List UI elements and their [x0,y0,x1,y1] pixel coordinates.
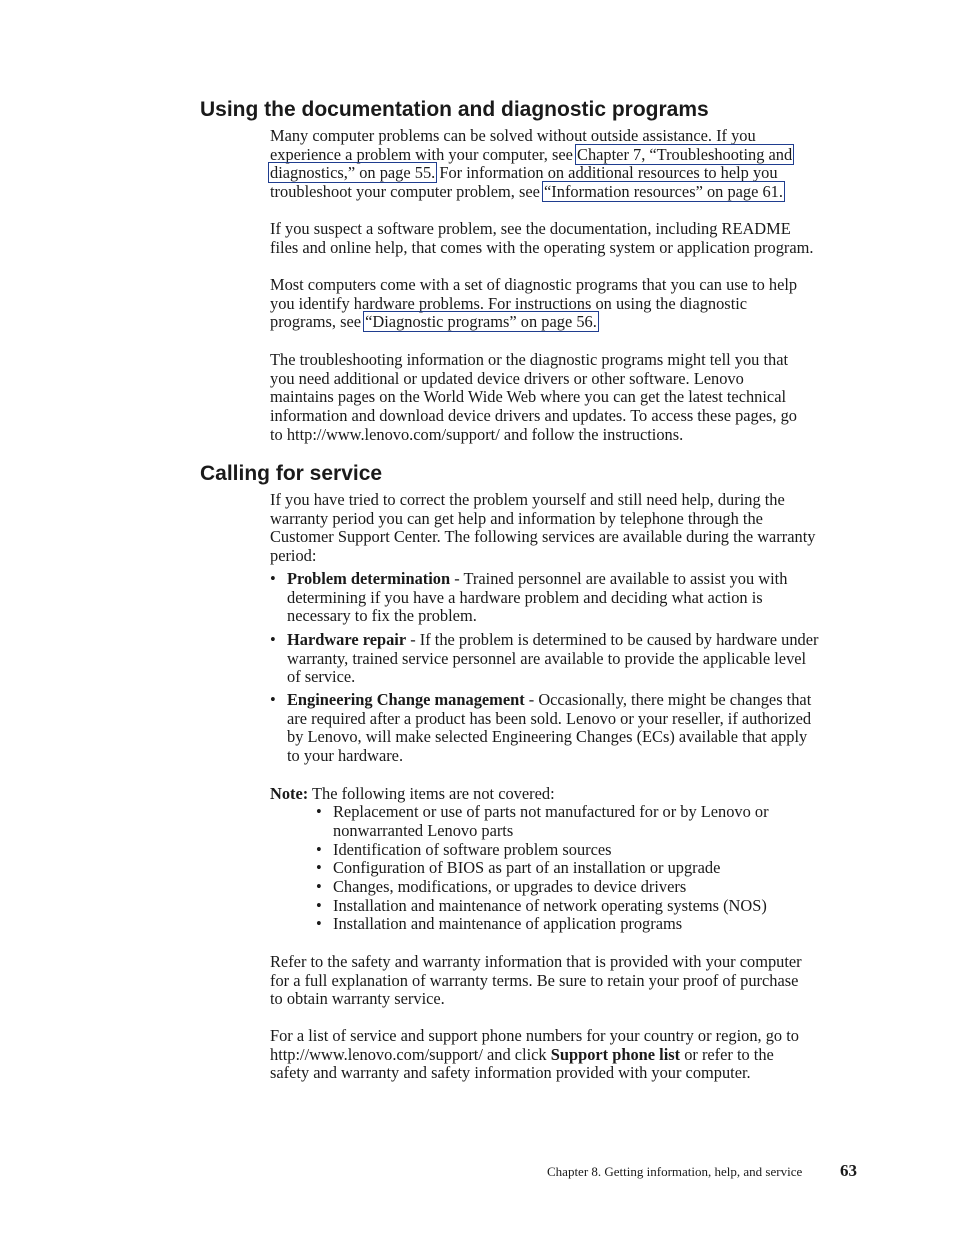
paragraph-intro [270,127,870,202]
paragraph-service-intro [270,491,870,566]
text-line: For information on additional resources to help you [435,163,778,183]
text-line: you need additional or updated device drivers or other software. Lenovo [270,368,744,388]
text-line: If you suspect a software problem, see the documentation, including README [270,219,791,238]
support-phone-list-term: Support phone list [550,1044,681,1064]
bullet-icon: • [316,896,322,915]
bullet-icon: • [316,858,322,877]
paragraph-refer-warranty [270,953,870,1009]
text-line: to http://www.lenovo.com/support/ and follow the instructions. [270,424,684,444]
text-line: information and download device drivers and updates. To access these pages, go [270,406,797,426]
text-line: Installation and maintenance of application programs [333,914,683,933]
note-label: Note: [270,784,309,803]
bullet-icon: • [270,630,276,649]
link-information-resources[interactable]: “Information resources” on page 61. [544,182,783,202]
text-line: If you have tried to correct the problem yourself and still need help, during the [270,490,785,509]
text-line: are required after a product has been sold. Lenovo or your reseller, if authorized [287,708,812,728]
text-line: Customer Support Center. The following services are available during the warranty [270,527,816,547]
text-line: Refer to the safety and warranty information that is provided with your computer [270,952,802,971]
text-line: determining if you have a hardware problem and deciding what action is [287,587,763,607]
text-line: Configuration of BIOS as part of an installation or upgrade [333,858,721,877]
bold-term: Hardware repair [287,630,407,649]
text-line: troubleshoot your computer problem, see [270,182,545,202]
note-text: The following items are not covered: [308,784,555,803]
bullet-icon: • [316,802,322,821]
paragraph-diagnostic-programs [270,276,870,332]
footer-chapter-title: Chapter 8. Getting information, help, and service [547,1164,803,1179]
text-line: you identify hardware problems. For instructions on using the diagnostic [270,293,748,313]
text-line: Changes, modifications, or upgrades to device drivers [333,877,687,896]
text-line: http://www.lenovo.com/support/ and click [270,1044,551,1064]
section-heading-calling-for-service: Calling for service [200,462,383,485]
text-line: necessary to fix the problem. [287,606,477,626]
link-diagnostic-programs[interactable]: “Diagnostic programs” on page 56. [365,312,597,332]
page-number: 63 [840,1161,857,1180]
text-line: Replacement or use of parts not manufactured for or by Lenovo or [333,802,769,821]
text-line: - Occasionally, there might be changes that [524,690,812,709]
text-line: For a list of service and support phone numbers for your country or region, go to [270,1026,799,1045]
text-line: or refer to the [680,1044,774,1064]
text-line: safety and warranty and safety information provided with your computer. [270,1063,751,1083]
bullet-icon: • [316,840,322,859]
text-line: Installation and maintenance of network operating systems (NOS) [333,896,767,915]
text-line: maintains pages on the World Wide Web where you can get the latest technical [270,387,787,407]
bullet-icon: • [270,690,276,709]
link-chapter7-troubleshooting[interactable]: Chapter 7, “Troubleshooting and [577,144,793,164]
section-heading-documentation: Using the documentation and diagnostic programs [200,98,709,121]
text-line: nonwarranted Lenovo parts [333,820,514,840]
text-line: period: [270,546,317,566]
text-line: programs, see [270,312,366,332]
link-chapter7-troubleshooting-cont[interactable]: diagnostics,” on page 55. [270,163,436,183]
text-line: by Lenovo, will make selected Engineering Changes (ECs) available that apply [287,727,808,747]
text-line: warranty, trained service personnel are available to provide the applicable level [287,648,807,668]
paragraph-phone-list [270,1027,870,1083]
text-line: Most computers come with a set of diagnostic programs that you can use to help [270,275,798,294]
text-line: The troubleshooting information or the diagnostic programs might tell you that [270,350,789,369]
text-line: to your hardware. [287,746,404,766]
text-line: of service. [287,667,356,687]
text-line: experience a problem with your computer, see [270,144,578,164]
text-line: - Trained personnel are available to assist you with [450,569,788,588]
text-line: - If the problem is determined to be caused by hardware under [406,630,819,649]
bold-term: Engineering Change management [287,690,525,709]
text-line: files and online help, that comes with the operating system or application program. [270,237,814,257]
text-line: warranty period you can get help and information by telephone through the [270,508,763,528]
text-line: for a full explanation of warranty terms. Be sure to retain your proof of purchase [270,970,799,990]
text-line: Many computer problems can be solved without outside assistance. If you [270,126,756,145]
note [270,785,555,804]
paragraph-troubleshooting-info [270,351,870,445]
text-line: Identification of software problem sources [333,840,612,859]
paragraph-software-problem [270,220,870,257]
text-line: to obtain warranty service. [270,989,445,1009]
bullet-icon: • [316,877,322,896]
bullet-icon: • [316,914,322,933]
bullet-icon: • [270,569,276,588]
bold-term: Problem determination [287,569,451,588]
